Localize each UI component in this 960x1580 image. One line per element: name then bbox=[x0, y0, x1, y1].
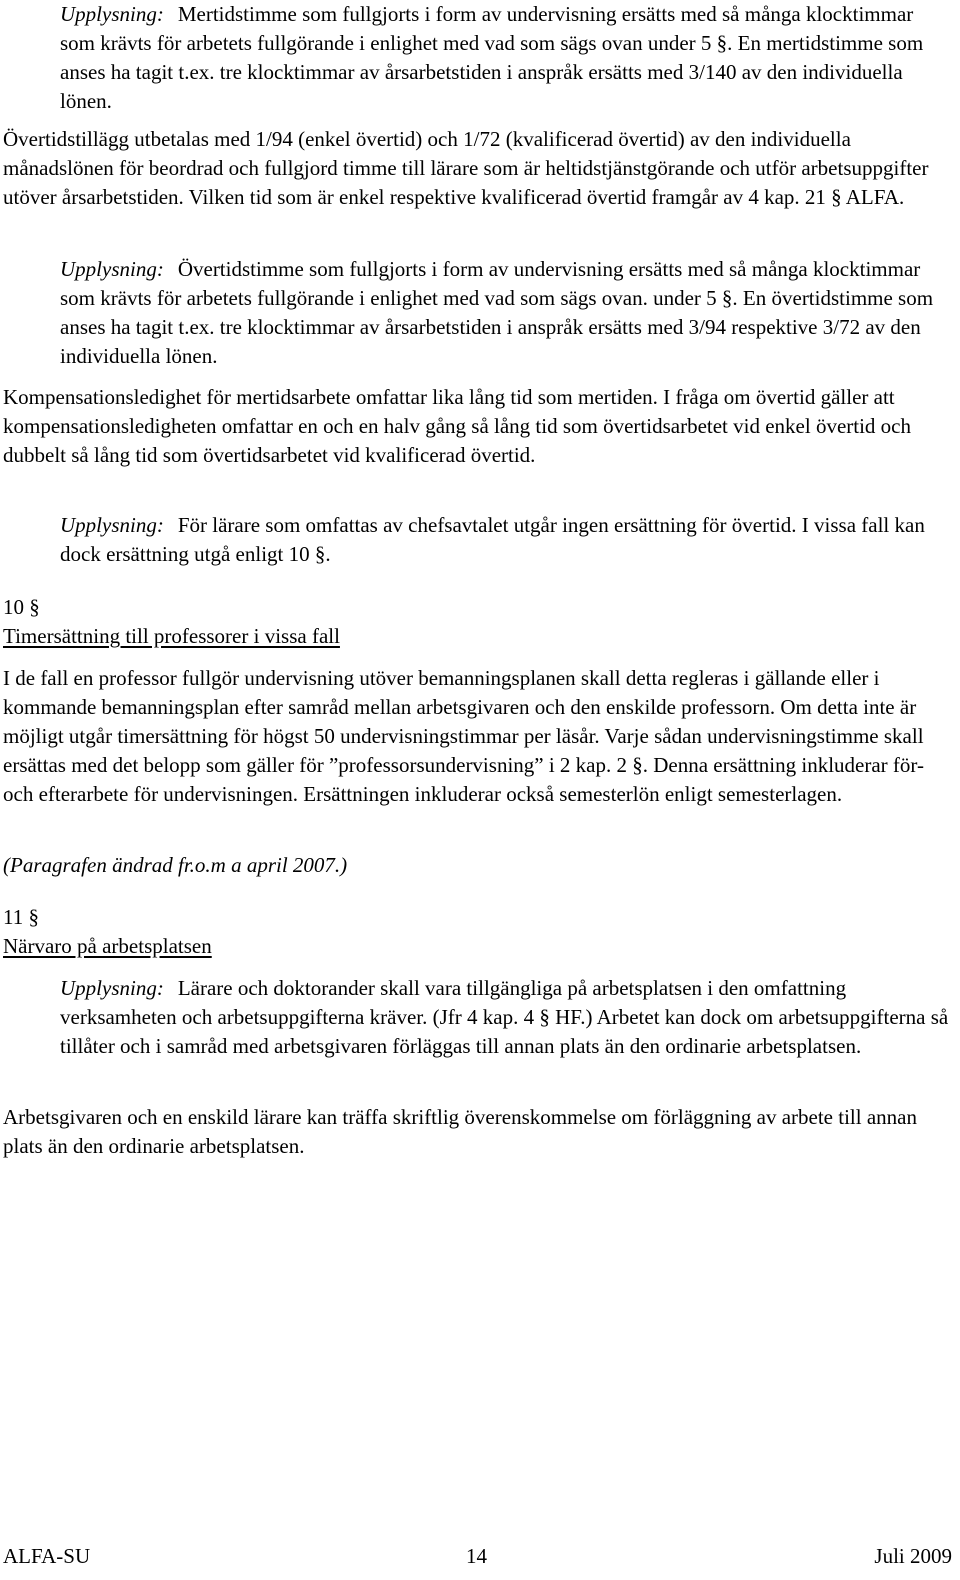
note-text: För lärare som omfattas av chefsavtalet utgår ingen ersättning för övertid. I vissa fall kan dock ersättning utgå enligt 10 §. bbox=[60, 513, 925, 566]
note-text: Lärare och doktorander skall vara tillgängliga på arbetsplatsen i den omfattning verksamheten och arbetsuppgifterna kräver. (Jfr 4 kap. 4 § HF.) Arbetet kan dock om arbetsuppgifterna så tillåter och i samråd med arbetsgivaren förläggas till annan plats än den ordinarie arbetsplatsen. bbox=[60, 976, 949, 1058]
note-text: Mertidstimme som fullgjorts i form av undervisning ersätts med så många klocktimmar som krävts för arbetets fullgörande i enlighet med vad som sägs ovan under 5 §. En mertidstimme som anses ha tagit t.ex. tre klocktimmar av årsarbetstiden i anspråk ersätts med 3/140 av den individuella lönen. bbox=[60, 2, 924, 113]
section-title: Närvaro på arbetsplatsen bbox=[3, 934, 212, 958]
page-number: 14 bbox=[466, 1544, 487, 1568]
footer-document-name: ALFA-SU bbox=[3, 1544, 91, 1568]
paragraph-overenskommelse: Arbetsgivaren och en enskild lärare kan träffa skriftlig överenskommelse om förläggning av arbete till annan plats än den ordinarie arbetsplatsen. bbox=[3, 1105, 917, 1158]
section-title: Timersättning till professorer i vissa fall bbox=[3, 624, 340, 648]
paragraph-kompensationsledighet: Kompensationsledighet för mertidsarbete omfattar lika lång tid som mertiden. I fråga om övertid gäller att kompensationsledigheten omfattar en och en halv gång så lång tid som övertidsarbetet vid enkel övertid och dubbelt så lång tid som övertidsarbetet vid kvalificerad övertid. bbox=[3, 385, 911, 467]
section-number: 10 § bbox=[3, 595, 40, 619]
section-heading-10 bbox=[3, 593, 953, 651]
paragraph-professor-undervisning: I de fall en professor fullgör undervisning utöver bemanningsplanen skall detta regleras i gällande eller i kommande bemanningsplan efter samråd mellan arbetsgivaren och den enskilde professorn. Om detta inte är möjligt utgår timersättning för högst 50 undervisningstimmar per läsår. Varje sådan undervisningstimme skall ersättas med det belopp som gäller för ”professorsundervisning” i 2 kap. 2 §. Denna ersättning inkluderar för- och efterarbete för undervisningen. Ersättningen inkluderar också semesterlön enligt semesterlagen. bbox=[3, 666, 924, 806]
note-mertidstimme bbox=[60, 0, 953, 116]
note-text: Övertidstimme som fullgjorts i form av undervisning ersätts med så många klocktimmar som krävts för arbetets fullgörande i enlighet med vad som sägs ovan. under 5 §. En övertidstimme som anses ha tagit t.ex. tre klocktimmar av årsarbetstiden i anspråk ersätts med 3/94 respektive 3/72 av den individuella lönen. bbox=[60, 257, 934, 368]
amendment-note: (Paragrafen ändrad fr.o.m a april 2007.) bbox=[3, 853, 348, 877]
note-overtidstimme bbox=[60, 255, 953, 371]
section-number: 11 § bbox=[3, 905, 39, 929]
footer-date: Juli 2009 bbox=[874, 1544, 952, 1568]
page-footer bbox=[0, 1542, 960, 1572]
note-narvaro bbox=[60, 974, 953, 1061]
note-label: Upplysning: bbox=[60, 976, 164, 1000]
paragraph-overtidstillagg: Övertidstillägg utbetalas med 1/94 (enkel övertid) och 1/72 (kvalificerad övertid) av den individuella månadslönen för beordrad och fullgjord timme till lärare som är heltidstjänstgörande och utför arbetsuppgifter utöver årsarbetstiden. Vilken tid som är enkel respektive kvalificerad övertid framgår av 4 kap. 21 § ALFA. bbox=[3, 127, 929, 209]
note-chefsavtal bbox=[60, 511, 953, 569]
note-label: Upplysning: bbox=[60, 2, 164, 26]
note-label: Upplysning: bbox=[60, 257, 164, 281]
note-label: Upplysning: bbox=[60, 513, 164, 537]
section-heading-11 bbox=[3, 903, 953, 961]
